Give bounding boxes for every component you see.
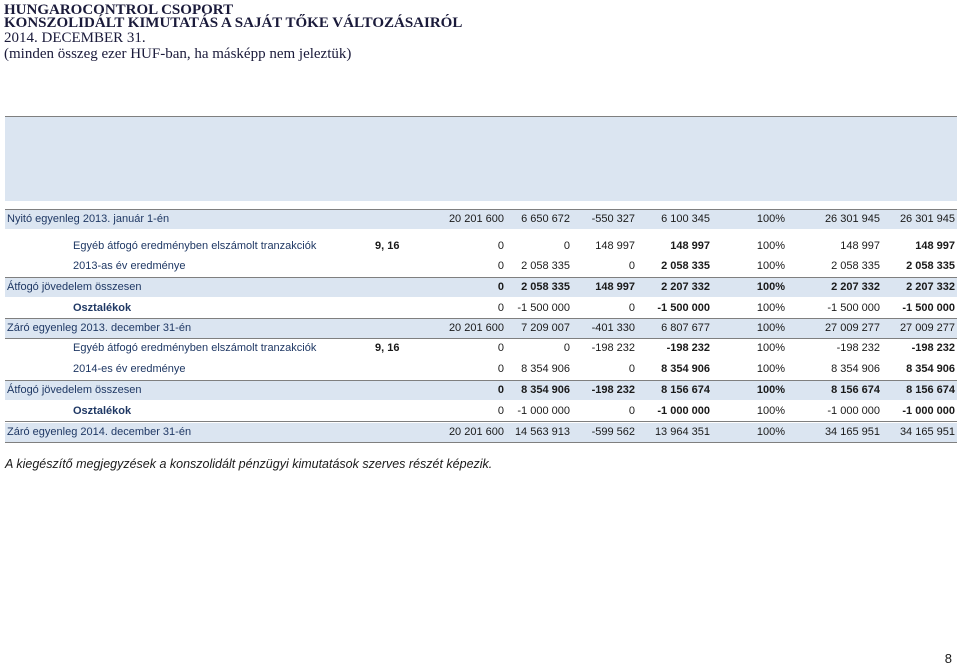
- row-value: 6 650 672: [521, 213, 570, 225]
- row-label: Nyitó egyenleg 2013. január 1-én: [7, 213, 170, 225]
- row-value: 100%: [756, 405, 785, 417]
- row-value: 148 997: [595, 240, 635, 252]
- row-value: -1 000 000: [517, 405, 570, 417]
- report-company: HUNGAROCONTROL CSOPORT: [4, 2, 234, 18]
- row-value: -550 327: [591, 213, 635, 225]
- row-label: 2013-as év eredménye: [73, 260, 186, 272]
- row-value: 6 100 345: [661, 213, 710, 225]
- table-row: [0, 403, 960, 419]
- footnote: A kiegészítő megjegyzések a konszolidált pénzügyi kimutatások szerves részét képezik.: [5, 457, 493, 471]
- row-value: 0: [497, 363, 504, 375]
- row-value: 0: [497, 302, 504, 314]
- row-value: 2 058 335: [521, 281, 570, 293]
- row-value: 26 301 945: [899, 213, 955, 225]
- row-value: 8 354 906: [906, 363, 955, 375]
- row-value: 6 807 677: [661, 322, 710, 334]
- table-rule: [5, 442, 957, 443]
- row-value: -1 000 000: [902, 405, 955, 417]
- table-rule: [5, 380, 957, 381]
- row-value: -198 232: [591, 342, 635, 354]
- row-value: 2 207 332: [906, 281, 955, 293]
- row-value: 34 165 951: [824, 426, 880, 438]
- table-row: [0, 300, 960, 316]
- row-value: 0: [497, 342, 504, 354]
- table-row: [0, 258, 960, 274]
- row-value: 148 997: [670, 240, 710, 252]
- row-value: 2 207 332: [661, 281, 710, 293]
- row-value: 100%: [756, 384, 785, 396]
- row-value: 0: [628, 405, 635, 417]
- row-value: 8 354 906: [521, 384, 570, 396]
- row-value: -599 562: [591, 426, 635, 438]
- row-value: 0: [563, 240, 570, 252]
- row-value: 0: [497, 384, 504, 396]
- row-value: 20 201 600: [448, 322, 504, 334]
- row-value: 100%: [756, 281, 785, 293]
- row-value: 8 354 906: [521, 363, 570, 375]
- row-value: -198 232: [911, 342, 955, 354]
- row-value: 100%: [756, 342, 785, 354]
- row-value: 100%: [756, 302, 785, 314]
- row-label: Záró egyenleg 2014. december 31-én: [7, 426, 192, 438]
- row-value: -1 000 000: [827, 405, 880, 417]
- row-value: 34 165 951: [899, 426, 955, 438]
- row-value: 2 058 335: [831, 260, 880, 272]
- page-number: 8: [944, 651, 952, 666]
- row-value: 8 156 674: [906, 384, 955, 396]
- row-label: Egyéb átfogó eredményben elszámolt tranzakciók: [73, 342, 317, 354]
- row-value: 0: [628, 302, 635, 314]
- row-label: Átfogó jövedelem összesen: [7, 281, 142, 293]
- row-label: Átfogó jövedelem összesen: [7, 384, 142, 396]
- table-rule: [5, 421, 957, 422]
- row-value: 100%: [756, 260, 785, 272]
- row-value: -198 232: [666, 342, 710, 354]
- row-value: 13 964 351: [654, 426, 710, 438]
- row-note-ref: 9, 16: [375, 240, 400, 252]
- row-value: 100%: [756, 213, 785, 225]
- table-rule: [5, 338, 957, 339]
- row-value: 100%: [756, 426, 785, 438]
- row-value: 0: [497, 240, 504, 252]
- row-value: -1 500 000: [517, 302, 570, 314]
- table-row: [0, 361, 960, 377]
- row-value: 0: [563, 342, 570, 354]
- row-value: 0: [497, 281, 504, 293]
- row-value: 8 354 906: [661, 363, 710, 375]
- row-label: 2014-es év eredménye: [73, 363, 186, 375]
- row-value: 0: [628, 260, 635, 272]
- row-value: 0: [628, 363, 635, 375]
- row-value: 26 301 945: [824, 213, 880, 225]
- table-rule: [5, 318, 957, 319]
- row-value: 148 997: [595, 281, 635, 293]
- row-value: -1 500 000: [657, 302, 710, 314]
- report-unit-note: (minden összeg ezer HUF-ban, ha másképp nem jeleztük): [4, 46, 352, 62]
- row-value: 7 209 007: [521, 322, 570, 334]
- report-title: KONSZOLIDÁLT KIMUTATÁS A SAJÁT TŐKE VÁLTOZÁSAIRÓL: [4, 15, 463, 31]
- row-value: 100%: [756, 240, 785, 252]
- row-value: -401 330: [591, 322, 635, 334]
- row-value: 8 156 674: [831, 384, 880, 396]
- table-rule: [5, 209, 957, 210]
- row-value: 2 058 335: [521, 260, 570, 272]
- row-value: -198 232: [591, 384, 635, 396]
- row-label: Egyéb átfogó eredményben elszámolt tranzakciók: [73, 240, 317, 252]
- row-value: 100%: [756, 363, 785, 375]
- row-value: -1 500 000: [902, 302, 955, 314]
- table-row: [0, 424, 960, 440]
- header-band: [5, 117, 957, 201]
- table-row: [0, 238, 960, 254]
- row-value: 2 058 335: [661, 260, 710, 272]
- row-value: 20 201 600: [448, 426, 504, 438]
- row-value: -1 000 000: [657, 405, 710, 417]
- row-label: Záró egyenleg 2013. december 31-én: [7, 322, 192, 334]
- row-value: 8 354 906: [831, 363, 880, 375]
- table-row: [0, 382, 960, 398]
- row-value: 2 207 332: [831, 281, 880, 293]
- table-row: [0, 320, 960, 336]
- row-label: Osztalékok: [73, 302, 132, 314]
- row-value: 27 009 277: [899, 322, 955, 334]
- row-value: 2 058 335: [906, 260, 955, 272]
- row-value: 0: [497, 405, 504, 417]
- row-value: 20 201 600: [448, 213, 504, 225]
- row-value: 8 156 674: [661, 384, 710, 396]
- row-value: 148 997: [840, 240, 880, 252]
- row-note-ref: 9, 16: [375, 342, 400, 354]
- table-row: [0, 211, 960, 227]
- row-value: -1 500 000: [827, 302, 880, 314]
- table-row: [0, 340, 960, 356]
- row-value: 148 997: [915, 240, 955, 252]
- row-value: -198 232: [836, 342, 880, 354]
- row-value: 100%: [756, 322, 785, 334]
- row-value: 0: [497, 260, 504, 272]
- table-rule: [5, 277, 957, 278]
- row-value: 14 563 913: [514, 426, 570, 438]
- row-value: 27 009 277: [824, 322, 880, 334]
- row-label: Osztalékok: [73, 405, 132, 417]
- table-row: [0, 279, 960, 295]
- report-date: 2014. DECEMBER 31.: [4, 30, 146, 46]
